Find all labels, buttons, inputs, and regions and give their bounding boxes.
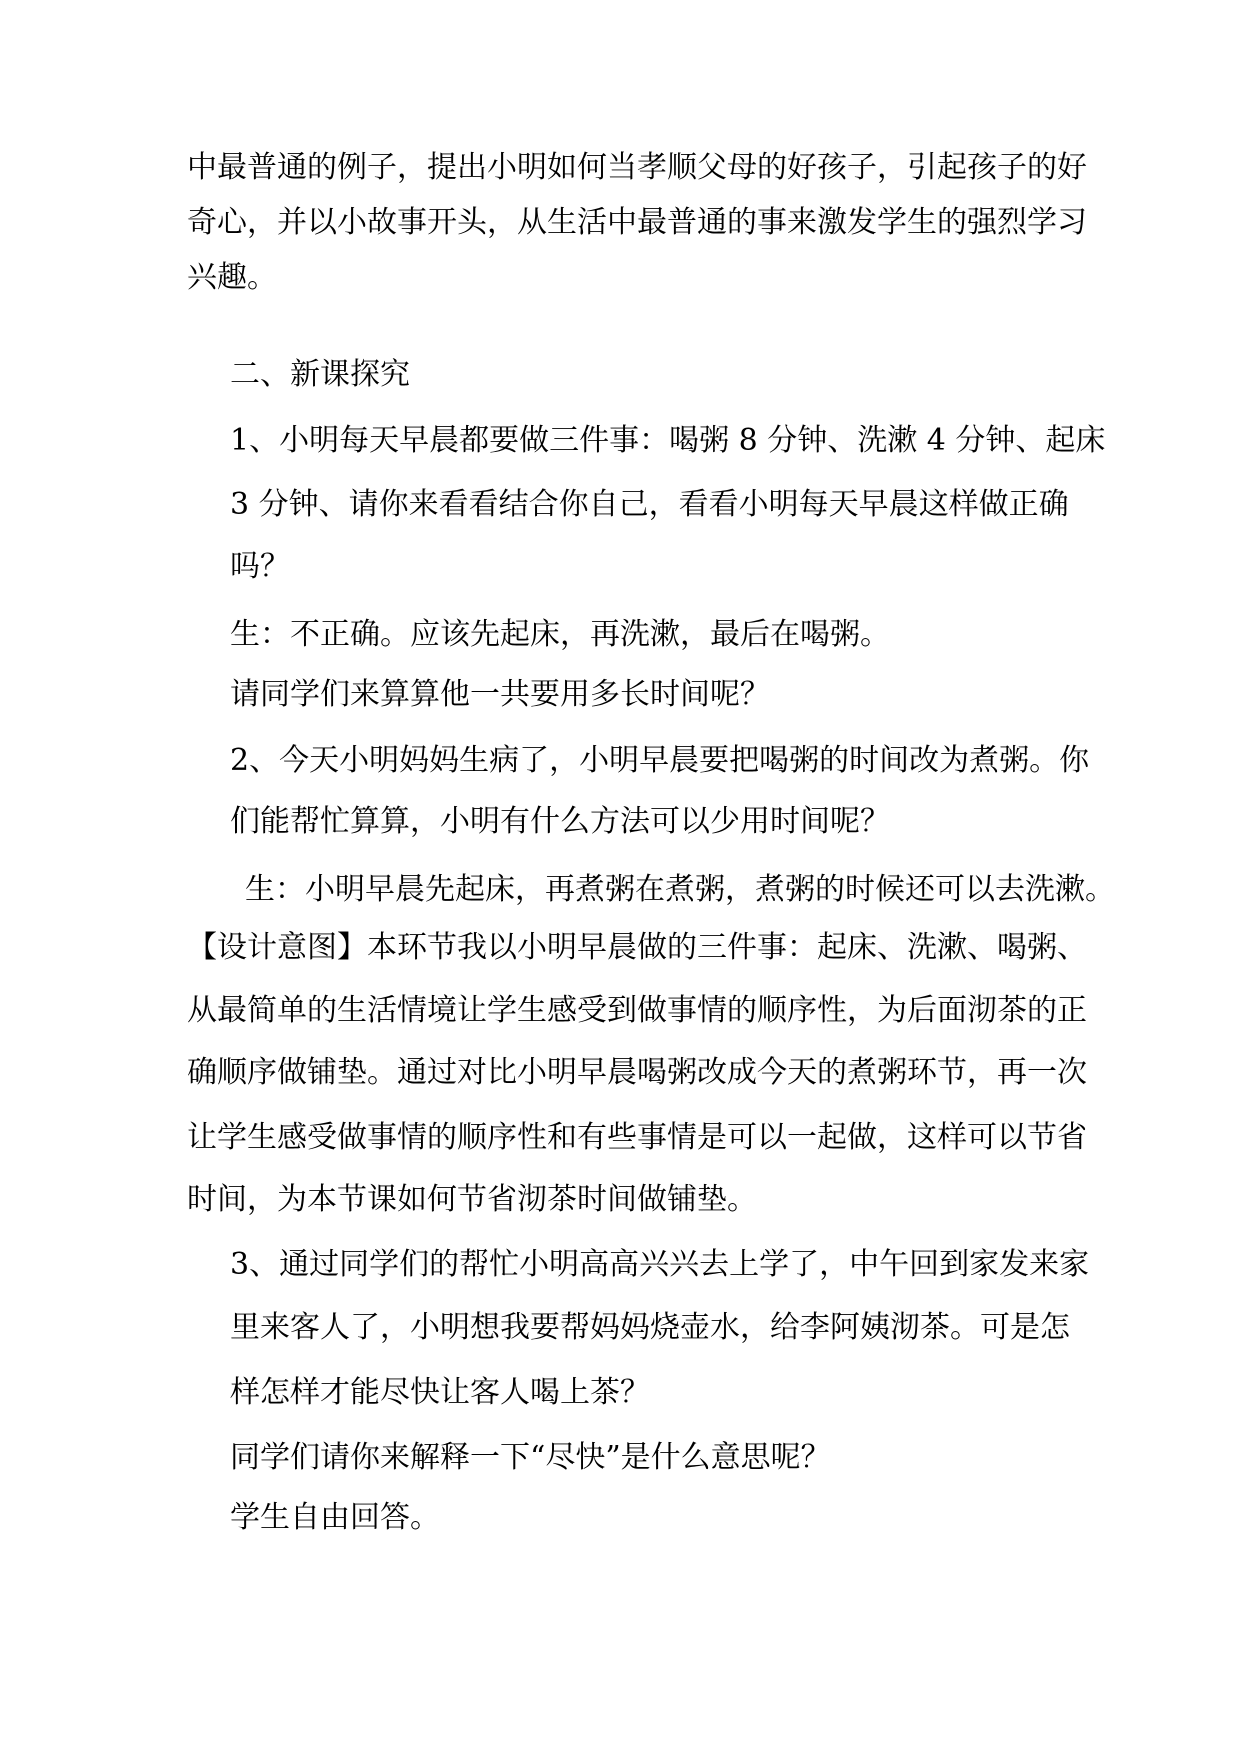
text-line: 学生自由回答。 (230, 1500, 440, 1535)
text-line: 奇心，并以小故事开头，从生活中最普通的事来激发学生的强烈学习 (187, 205, 1087, 240)
text-line: 从最简单的生活情境让学生感受到做事情的顺序性，为后面沏茶的正 (187, 993, 1087, 1028)
text-line: 【设计意图】本环节我以小明早晨做的三件事：起床、洗漱、喝粥、 (187, 930, 1087, 965)
text-line: 1、小明每天早晨都要做三件事：喝粥 8 分钟、洗漱 4 分钟、起床 (230, 423, 1106, 458)
text-line: 生：不正确。应该先起床，再洗漱，最后在喝粥。 (230, 617, 890, 652)
text-line: 请同学们来算算他一共要用多长时间呢？ (230, 677, 770, 712)
text-line: 时间，为本节课如何节省沏茶时间做铺垫。 (187, 1182, 757, 1217)
text-line: 们能帮忙算算，小明有什么方法可以少用时间呢？ (230, 804, 890, 839)
text-line: 确顺序做铺垫。通过对比小明早晨喝粥改成今天的煮粥环节，再一次 (187, 1055, 1087, 1090)
text-line: 中最普通的例子，提出小明如何当孝顺父母的好孩子，引起孩子的好 (187, 150, 1087, 185)
text-line: 兴趣。 (187, 260, 277, 295)
text-line: 生：小明早晨先起床，再煮粥在煮粥，煮粥的时候还可以去洗漱。 (245, 872, 1115, 907)
text-line: 2、今天小明妈妈生病了，小明早晨要把喝粥的时间改为煮粥。你 (230, 743, 1090, 778)
text-line: 3、通过同学们的帮忙小明高高兴兴去上学了，中午回到家发来家 (230, 1247, 1090, 1282)
text-line: 里来客人了，小明想我要帮妈妈烧壶水，给李阿姨沏茶。可是怎 (230, 1310, 1070, 1345)
text-line: 让学生感受做事情的顺序性和有些事情是可以一起做，这样可以节省 (187, 1120, 1087, 1155)
text-line: 同学们请你来解释一下“尽快”是什么意思呢？ (230, 1440, 831, 1475)
text-line: 吗？ (230, 549, 290, 584)
text-line: 3 分钟、请你来看看结合你自己，看看小明每天早晨这样做正确 (230, 487, 1069, 522)
section-heading: 二、新课探究 (230, 357, 410, 392)
text-line: 样怎样才能尽快让客人喝上茶？ (230, 1375, 650, 1410)
